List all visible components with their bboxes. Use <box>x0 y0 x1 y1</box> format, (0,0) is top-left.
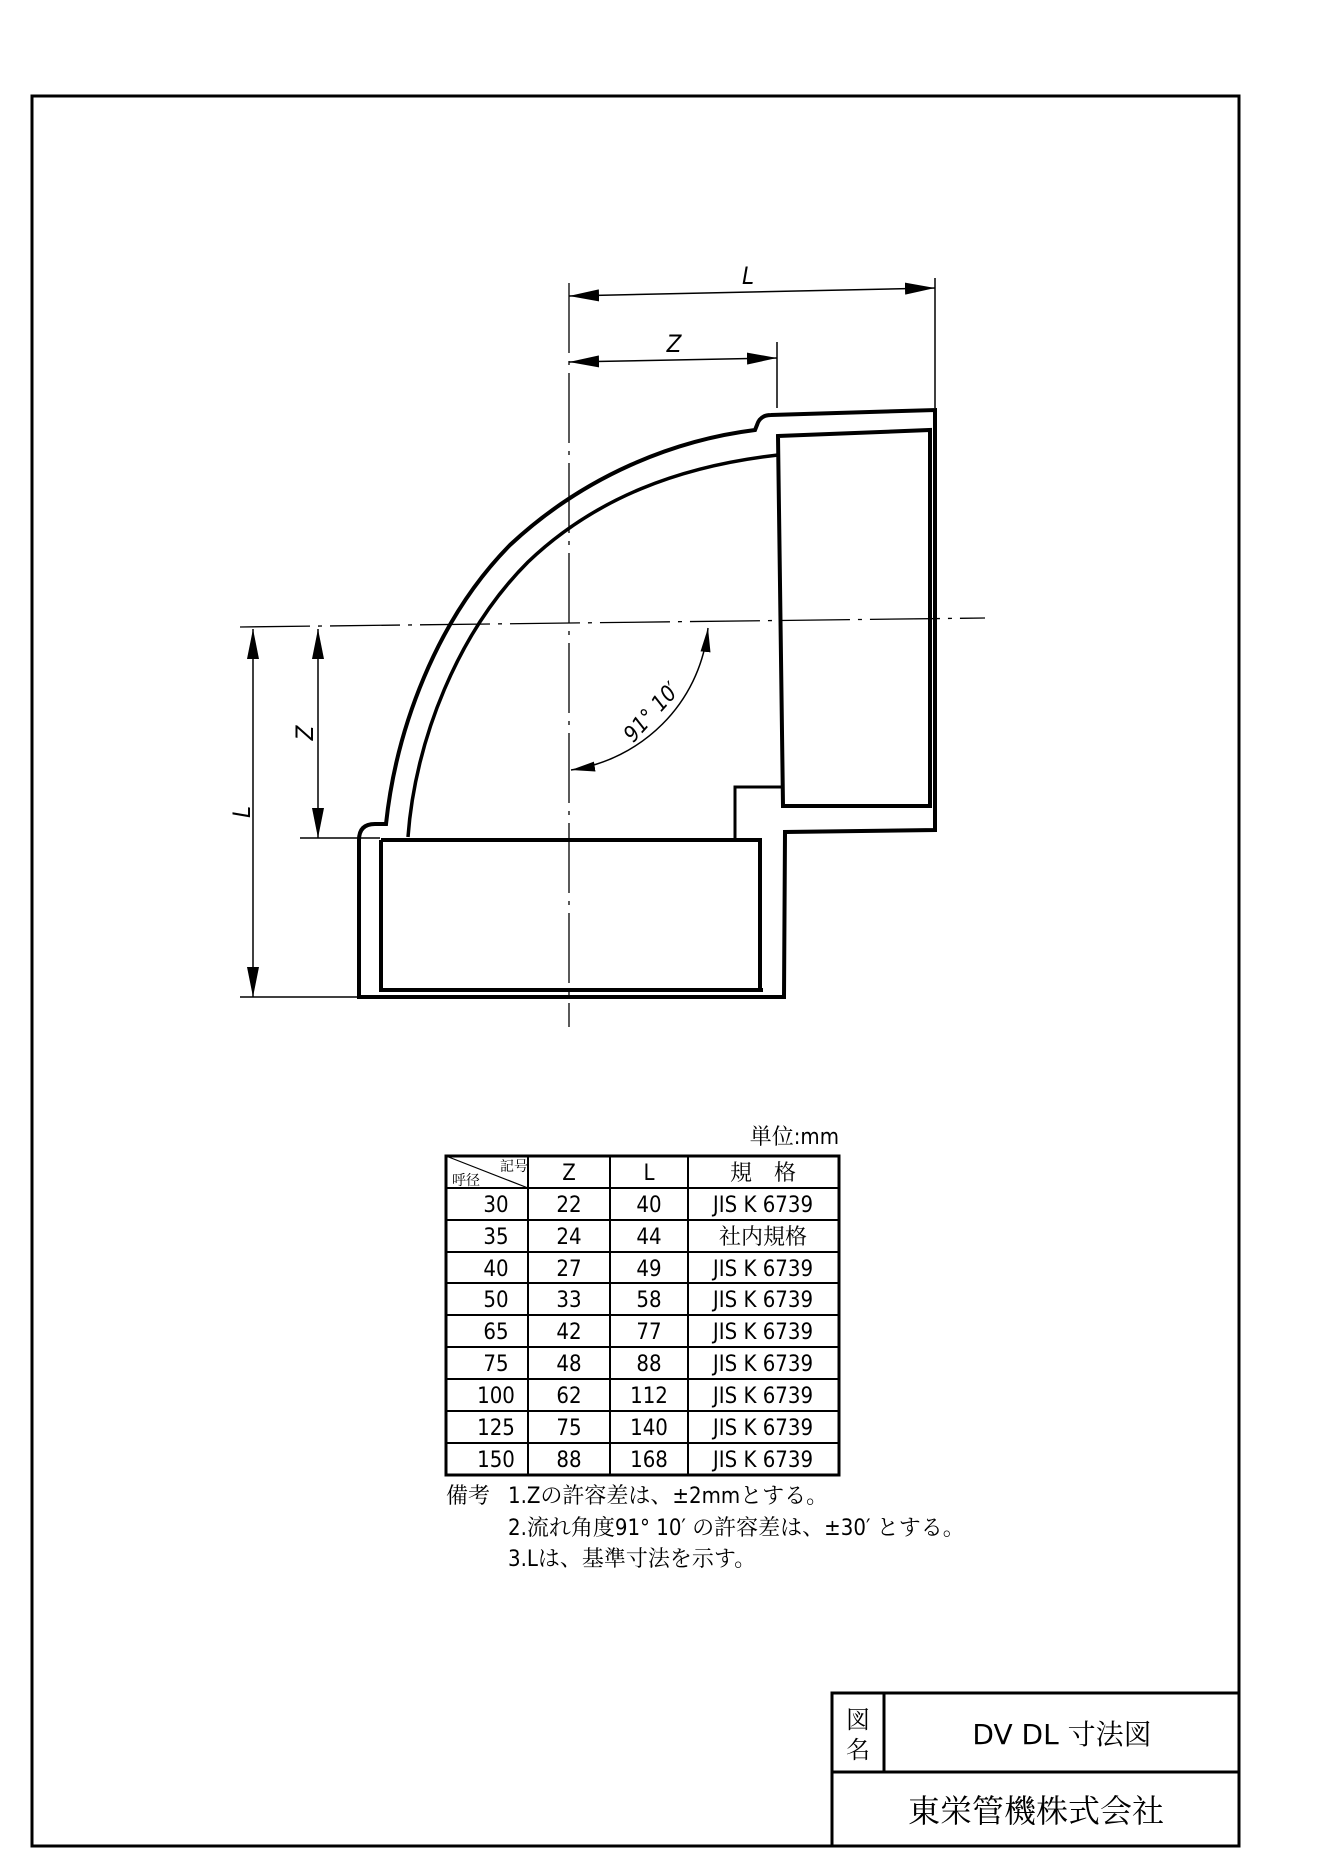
table-cell: JIS K 6739 <box>712 1320 814 1345</box>
table-cell: 112 <box>630 1384 668 1409</box>
sheet-border <box>32 96 1239 1846</box>
dim-label-L-left: L <box>228 805 256 819</box>
dim-line-Z-top <box>569 358 777 362</box>
table-cell: 27 <box>556 1257 582 1282</box>
figure-name: DV DL 寸法図 <box>972 1718 1152 1751</box>
table-cell: JIS K 6739 <box>712 1193 814 1218</box>
table-cell: 35 <box>483 1225 509 1250</box>
table-cell: 65 <box>483 1320 509 1345</box>
table-cell: 24 <box>556 1225 582 1250</box>
dim-label-L-top: L <box>741 262 755 290</box>
table-cell: 62 <box>556 1384 582 1409</box>
table-cell: JIS K 6739 <box>712 1384 814 1409</box>
angle-arc <box>571 628 708 770</box>
note-item: 1.Zの許容差は、±2mmとする。 <box>508 1484 829 1509</box>
table-cell: 42 <box>556 1320 582 1345</box>
table-header-z: Z <box>562 1161 576 1186</box>
table-cell: 30 <box>483 1193 509 1218</box>
table-header-standard: 規 格 <box>729 1161 797 1186</box>
table-header-l: L <box>643 1161 655 1186</box>
table-cell: 48 <box>556 1352 582 1377</box>
table-cell: 77 <box>636 1320 662 1345</box>
table-cell: 150 <box>477 1448 515 1473</box>
table-cell: 22 <box>556 1193 582 1218</box>
vertical-socket-inner <box>379 840 763 990</box>
table-cell: JIS K 6739 <box>712 1352 814 1377</box>
table-cell: 88 <box>556 1448 582 1473</box>
table-cell: 40 <box>483 1257 509 1282</box>
extension-lines <box>240 278 935 997</box>
table-cell: 75 <box>483 1352 509 1377</box>
table-cell: 168 <box>630 1448 668 1473</box>
note-item: 3.Lは、基準寸法を示す。 <box>508 1547 757 1572</box>
table-cell: 40 <box>636 1193 662 1218</box>
horizontal-socket-inner <box>778 430 930 806</box>
table-cell: 58 <box>636 1288 662 1313</box>
figure-name-label: 図 <box>846 1706 870 1734</box>
table-corner-diameter: 呼径 <box>452 1173 480 1189</box>
table-cell: JIS K 6739 <box>712 1288 814 1313</box>
table-cell: JIS K 6739 <box>712 1448 814 1473</box>
table-cell: 75 <box>556 1416 582 1441</box>
table-cell: 44 <box>636 1225 662 1250</box>
table-cell: 140 <box>630 1416 668 1441</box>
center-lines <box>240 283 985 1027</box>
table-cell: 100 <box>477 1384 515 1409</box>
dim-label-Z-top: Z <box>666 330 682 358</box>
title-block <box>832 1693 1239 1846</box>
dimension-table <box>446 1156 839 1475</box>
notes-label: 備考 <box>446 1484 491 1509</box>
table-cell: 33 <box>556 1288 582 1313</box>
elbow-inner-bore <box>408 455 778 837</box>
note-item: 2.流れ角度91° 10′ の許容差は、±30′ とする。 <box>508 1516 965 1541</box>
table-cell: 50 <box>483 1288 509 1313</box>
dim-label-Z-left: Z <box>291 725 319 741</box>
table-cell: 125 <box>477 1416 515 1441</box>
company-name: 東栄管機株式会社 <box>907 1792 1165 1830</box>
table-corner-symbol: 記号 <box>500 1159 528 1175</box>
table-cell: 社内規格 <box>718 1225 808 1250</box>
unit-label: 単位:mm <box>749 1125 839 1150</box>
angle-label: 91° 10′ <box>619 677 686 748</box>
socket-junction-notch <box>735 787 783 838</box>
figure-name-label: 名 <box>846 1736 870 1764</box>
table-cell: 88 <box>636 1352 662 1377</box>
table-cell: JIS K 6739 <box>712 1416 814 1441</box>
table-cell: 49 <box>636 1257 662 1282</box>
table-cell: JIS K 6739 <box>712 1257 814 1282</box>
dimension-lines <box>253 288 935 997</box>
